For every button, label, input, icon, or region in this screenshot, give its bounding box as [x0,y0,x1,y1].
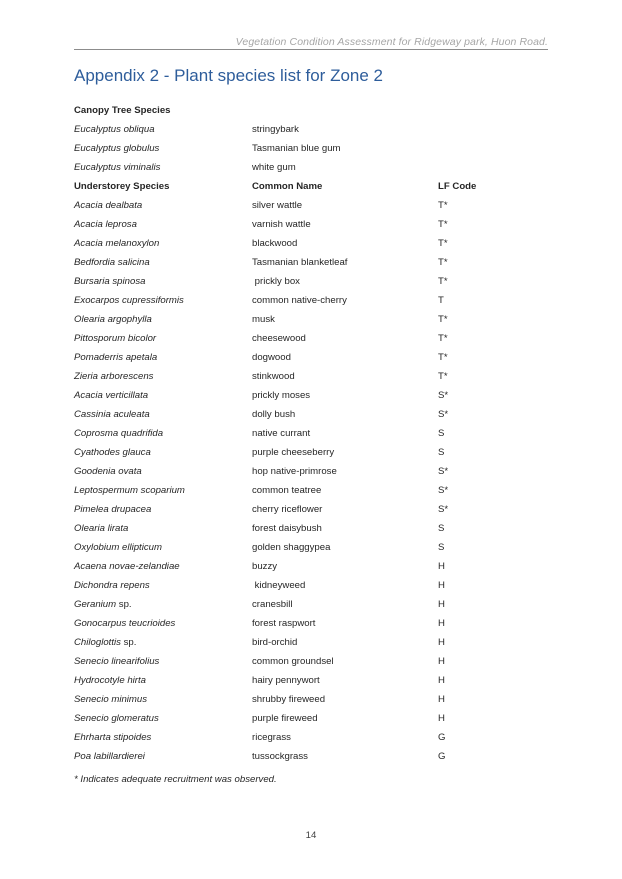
scientific-name-cell [74,709,252,728]
page-title: Appendix 2 - Plant species list for Zone 2 [74,66,383,85]
understorey-species-row [74,709,494,728]
scientific-name-cell [74,367,252,386]
scientific-name: Exocarpos cupressiformis [74,295,184,306]
scientific-name-cell [74,557,252,576]
scientific-name: Acaena novae-zelandiae [74,561,180,572]
scientific-name: Hydrocotyle hirta [74,675,146,686]
scientific-name-suffix: sp. [116,599,132,610]
scientific-name-cell [74,576,252,595]
species-table-body [74,101,494,766]
scientific-name: Acacia verticillata [74,390,149,401]
lf-code: S* [438,409,449,420]
understorey-heading: Understorey Species [74,181,170,192]
lf-code: H [438,580,445,591]
understorey-species-row [74,595,494,614]
understorey-species-row [74,272,494,291]
common-name: kidneyweed [252,580,306,591]
scientific-name: Acacia dealbata [74,200,143,211]
common-name: stinkwood [252,371,295,382]
scientific-name: Cyathodes glauca [74,447,151,458]
scientific-name: Eucalyptus obliqua [74,124,155,135]
lf-code: H [438,694,445,705]
understorey-species-row [74,671,494,690]
understorey-species-row [74,747,494,766]
lf-code: T* [438,238,448,249]
lf-code [438,158,494,177]
lf-code: S [438,428,445,439]
scientific-name: Eucalyptus globulus [74,143,160,154]
lf-code: H [438,618,445,629]
lf-code: H [438,713,445,724]
scientific-name-cell [74,633,252,652]
lf-code: S* [438,504,449,515]
canopy-species-row [74,158,494,177]
common-name: common teatree [252,485,322,496]
lf-code: S [438,447,445,458]
scientific-name-cell [74,158,252,177]
understorey-heading-row [74,177,494,196]
understorey-species-row [74,728,494,747]
lf-code: S* [438,466,449,477]
canopy-species-row [74,139,494,158]
lf-code: H [438,637,445,648]
scientific-name: Cassinia aculeata [74,409,150,420]
common-name: white gum [252,162,296,173]
lf-code: S [438,542,445,553]
common-name: shrubby fireweed [252,694,326,705]
scientific-name: Oxylobium ellipticum [74,542,162,553]
common-name: forest daisybush [252,523,322,534]
species-table [74,101,494,766]
scientific-name: Bedfordia salicina [74,257,150,268]
scientific-name-cell [74,139,252,158]
lf-code: T* [438,371,448,382]
scientific-name-cell [74,690,252,709]
scientific-name-cell [74,595,252,614]
scientific-name-cell [74,348,252,367]
understorey-species-row [74,291,494,310]
understorey-species-row [74,367,494,386]
lf-code: H [438,675,445,686]
scientific-name: Acacia melanoxylon [74,238,160,249]
common-name: cheesewood [252,333,306,344]
understorey-species-row [74,443,494,462]
scientific-name: Senecio minimus [74,694,148,705]
scientific-name: Eucalyptus viminalis [74,162,161,173]
running-header: Vegetation Condition Assessment for Ridgeway park, Huon Road. [235,36,548,48]
understorey-species-row [74,500,494,519]
common-name-column-header: Common Name [252,181,323,192]
scientific-name-cell [74,671,252,690]
lf-code: H [438,656,445,667]
common-name: hop native-primrose [252,466,337,477]
scientific-name: Olearia argophylla [74,314,152,325]
common-name: cherry riceflower [252,504,323,515]
scientific-name-cell [74,386,252,405]
scientific-name: Goodenia ovata [74,466,142,477]
scientific-name: Bursaria spinosa [74,276,146,287]
lf-code: H [438,599,445,610]
lf-code: S* [438,390,449,401]
scientific-name: Pomaderris apetala [74,352,158,363]
scientific-name: Senecio glomeratus [74,713,159,724]
common-name: stringybark [252,124,299,135]
common-name: purple cheeseberry [252,447,335,458]
lf-code: S [438,523,445,534]
lf-code [438,120,494,139]
lf-code: T* [438,333,448,344]
scientific-name-cell [74,329,252,348]
common-name: common native-cherry [252,295,347,306]
understorey-species-row [74,234,494,253]
understorey-species-row [74,576,494,595]
scientific-name: Zieria arborescens [74,371,154,382]
lf-code: H [438,561,445,572]
understorey-species-row [74,196,494,215]
scientific-name: Senecio linearifolius [74,656,160,667]
scientific-name: Gonocarpus teucrioides [74,618,176,629]
common-name: dogwood [252,352,291,363]
lf-code: G [438,751,446,762]
scientific-name-cell [74,424,252,443]
scientific-name-cell [74,481,252,500]
scientific-name: Coprosma quadrifida [74,428,164,439]
scientific-name: Acacia leprosa [74,219,137,230]
common-name: tussockgrass [252,751,308,762]
lf-code: S* [438,485,449,496]
lf-code: T* [438,276,448,287]
scientific-name: Geranium [74,599,117,610]
scientific-name-cell [74,234,252,253]
canopy-species-row [74,120,494,139]
scientific-name: Ehrharta stipoides [74,732,152,743]
understorey-species-row [74,253,494,272]
scientific-name-cell [74,120,252,139]
canopy-heading-row [74,101,494,120]
understorey-species-row [74,690,494,709]
scientific-name-cell [74,215,252,234]
scientific-name-cell [74,519,252,538]
scientific-name-cell [74,747,252,766]
scientific-name-cell [74,443,252,462]
understorey-species-row [74,557,494,576]
common-name: buzzy [252,561,278,572]
understorey-species-row [74,652,494,671]
lf-code-column-header: LF Code [438,181,477,192]
understorey-species-row [74,538,494,557]
understorey-species-row [74,519,494,538]
lf-code: G [438,732,446,743]
understorey-species-row [74,614,494,633]
understorey-species-row [74,424,494,443]
header-divider [74,49,548,50]
understorey-species-row [74,215,494,234]
scientific-name-cell [74,253,252,272]
scientific-name-suffix: sp. [120,637,137,648]
common-name: silver wattle [252,200,303,211]
common-name: dolly bush [252,409,296,420]
understorey-species-row [74,329,494,348]
common-name: prickly box [252,276,300,287]
scientific-name-cell [74,500,252,519]
scientific-name-cell [74,310,252,329]
recruitment-note: * Indicates adequate recruitment was observed. [74,774,277,785]
common-name: golden shaggypea [252,542,331,553]
scientific-name-cell [74,196,252,215]
scientific-name: Leptospermum scoparium [74,485,185,496]
common-name: ricegrass [252,732,291,743]
scientific-name: Olearia lirata [74,523,129,534]
scientific-name-cell [74,728,252,747]
lf-code: T [438,295,444,306]
scientific-name: Dichondra repens [74,580,150,591]
common-name: cranesbill [252,599,293,610]
understorey-species-row [74,462,494,481]
understorey-species-row [74,310,494,329]
scientific-name: Pittosporum bicolor [74,333,157,344]
scientific-name-cell [74,652,252,671]
understorey-species-row [74,633,494,652]
lf-code: T* [438,314,448,325]
lf-code [438,139,494,158]
common-name: native currant [252,428,311,439]
lf-code: T* [438,352,448,363]
scientific-name-cell [74,462,252,481]
common-name: musk [252,314,275,325]
scientific-name-cell [74,405,252,424]
scientific-name-cell [74,614,252,633]
scientific-name-cell [74,291,252,310]
scientific-name: Pimelea drupacea [74,504,152,515]
understorey-species-row [74,386,494,405]
common-name: prickly moses [252,390,311,401]
understorey-species-row [74,348,494,367]
scientific-name: Poa labillardierei [74,751,145,762]
common-name: hairy pennywort [252,675,320,686]
scientific-name: Chiloglottis [74,637,121,648]
common-name: forest raspwort [252,618,316,629]
understorey-species-row [74,405,494,424]
scientific-name-cell [74,538,252,557]
scientific-name-cell [74,272,252,291]
common-name: common groundsel [252,656,334,667]
common-name: purple fireweed [252,713,318,724]
common-name: bird-orchid [252,637,298,648]
common-name: varnish wattle [252,219,311,230]
common-name: Tasmanian blanketleaf [252,257,348,268]
understorey-species-row [74,481,494,500]
common-name: Tasmanian blue gum [252,143,341,154]
lf-code: T* [438,219,448,230]
lf-code: T* [438,257,448,268]
lf-code: T* [438,200,448,211]
page-number: 14 [305,830,317,841]
canopy-heading: Canopy Tree Species [74,105,171,116]
common-name: blackwood [252,238,298,249]
